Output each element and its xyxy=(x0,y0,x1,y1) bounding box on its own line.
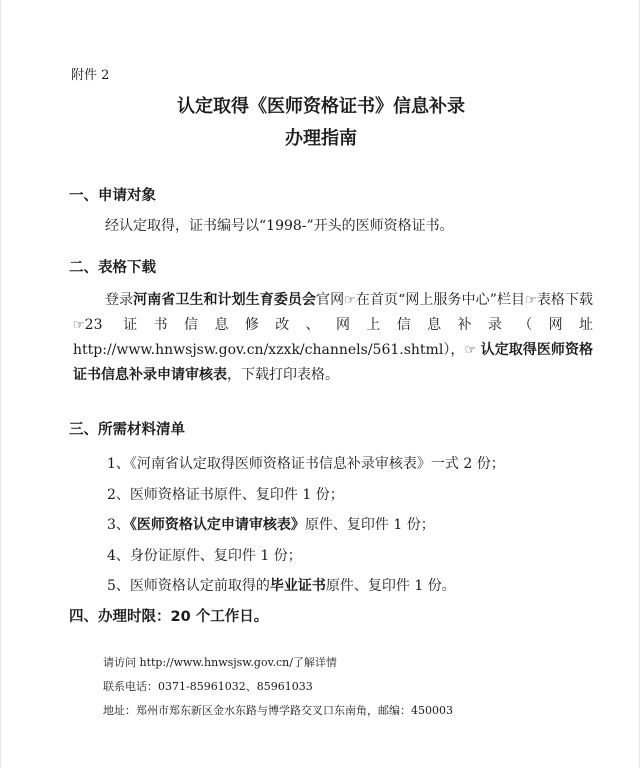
download-text-url: 23 证书信息修改、网上信息补录（网址 http://www.hnwsjsw.gov.cn/xzxk/channels/561.shtml）， xyxy=(73,317,593,358)
list-item xyxy=(107,572,505,603)
list-item-emphasis: 毕业证书 xyxy=(269,578,326,594)
list-item: 1、《河南省认定取得医师资格证书信息补录审核表》一式 2 份； xyxy=(107,456,505,472)
pointing-hand-icon: ☞ xyxy=(344,293,356,308)
download-text-login: 登录 xyxy=(105,292,134,308)
download-text-form-download: 表格下载 xyxy=(536,292,594,308)
list-item-text: 原件、复印件 1 份； xyxy=(304,517,435,533)
footer-phone: 联系电话：0371-85961032、85961033 xyxy=(103,680,313,693)
list-item-emphasis: 《医师资格认定申请审核表》 xyxy=(129,517,305,533)
list-item: 4、身份证原件、复印件 1 份； xyxy=(107,547,302,564)
download-text-website: 官网 xyxy=(316,292,345,308)
attachment-label: 附件 2 xyxy=(71,68,110,83)
document-title: 认定取得《医师资格证书》信息补录 xyxy=(177,96,465,117)
section-heading-form-download: 二、表格下载 xyxy=(69,260,156,276)
section-heading-processing-time: 四、办理时限：20 个工作日。 xyxy=(69,609,269,625)
list-item-number: 3、 xyxy=(107,517,130,533)
pointing-hand-icon: ☞ xyxy=(73,318,85,333)
list-item xyxy=(107,511,505,542)
download-text-print: ，下载打印表格。 xyxy=(227,367,339,383)
download-text-homepage: 在首页“网上服务中心”栏目 xyxy=(355,292,526,308)
list-item: 2、医师资格证书原件、复印件 1 份； xyxy=(107,486,344,503)
section-body-form-download xyxy=(73,288,593,388)
pointing-hand-icon: ☞ xyxy=(464,343,477,358)
list-item-text: 原件、复印件 1 份。 xyxy=(325,578,456,594)
section-heading-applicants: 一、申请对象 xyxy=(69,188,156,204)
materials-list xyxy=(107,450,505,603)
footer-address: 地址：郑州市郑东新区金水东路与博学路交叉口东南角，邮编：450003 xyxy=(103,704,453,717)
footer-website: 请访问 http://www.hnwsjsw.gov.cn/了解详情 xyxy=(103,656,337,669)
section-heading-materials: 三、所需材料清单 xyxy=(69,422,185,438)
commission-name: 河南省卫生和计划生育委员会 xyxy=(133,292,317,308)
section-body-applicants: 经认定取得，证书编号以“1998-”开头的医师资格证书。 xyxy=(105,218,454,234)
document-subtitle: 办理指南 xyxy=(285,128,357,149)
list-item-text: 5、医师资格认定前取得的 xyxy=(107,578,270,594)
application-form-name: 认定取得医师资格证书信息补录申请审核表 xyxy=(73,342,594,383)
pointing-hand-icon: ☞ xyxy=(525,293,537,308)
